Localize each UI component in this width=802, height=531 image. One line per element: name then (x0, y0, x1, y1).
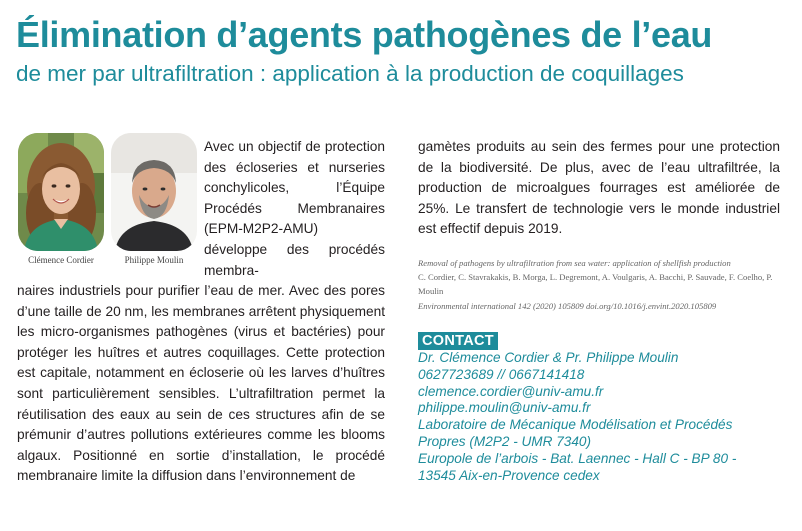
contact-block (418, 350, 788, 484)
contact-names: Dr. Clémence Cordier & Pr. Philippe Moulin (418, 350, 679, 365)
author-photo-cordier (18, 133, 104, 251)
reference-authors: C. Cordier, C. Stavrakakis, B. Morga, L. Degremont, A. Voulgaris, A. Bacchi, P. Sauvade, F. Coelho, P. Moulin (418, 272, 773, 297)
reference-title: Removal of pathogens by ultrafiltration from sea water: application of shellfish production (418, 258, 731, 268)
contact-email-moulin[interactable]: philippe.moulin@univ-amu.fr (418, 400, 591, 416)
contact-email-cordier[interactable]: clemence.cordier@univ-amu.fr (418, 383, 604, 399)
body-paragraph-main: naires industriels pour purifier l’eau de mer. Avec des pores d’une taille de 20 nm, les membranes arrêtent physiquement les micro-organismes pathogènes (virus et bactéries) pour protéger les huîtres et autres coquillages. Cette protection est capitale, notamment en écloserie où les larves d’huîtres sont particulièrement sensibles. L’ultrafiltration permet la réutilisation des eaux au sein de ces structures afin de se prémunir d’autres pollutions extérieures comme les blooms algaux. Positionné en sortie d’installation, le procédé membranaire limite la diffusion dans l’environnement de (17, 283, 385, 484)
reference-journal: Environmental international 142 (2020) 105809 doi.org/10.1016/j.envint.2020.105809 (418, 300, 717, 311)
contact-phones: 0627723689 // 0667141418 (418, 366, 585, 382)
contact-lab-line-2: Propres (M2P2 - UMR 7340) (418, 433, 591, 449)
body-paragraph-intro: Avec un objectif de protection des écloseries et nurseries conchylicoles, l’Équipe Procédés Membranaires (EPM-M2P2-AMU) développe des procédés membra- (204, 139, 385, 278)
caption-moulin: Philippe Moulin (124, 255, 184, 265)
contact-label: CONTACT (418, 332, 498, 350)
author-photo-moulin (111, 133, 197, 251)
article-subtitle: de mer par ultrafiltration : application à la production de coquillages (16, 61, 684, 86)
contact-address-line-1: Europole de l’arbois - Bat. Laennec - Hall C - BP 80 - (418, 450, 737, 466)
contact-lab-line-1: Laboratoire de Mécanique Modélisation et Procédés (418, 417, 733, 433)
contact-address-line-2: 13545 Aix-en-Provence cedex (418, 467, 600, 483)
reference-block (418, 256, 788, 313)
caption-cordier: Clémence Cordier (28, 255, 94, 265)
body-paragraph-continued: gamètes produits au sein des fermes pour une protection de la biodiversité. De plus, avec de l’eau ultrafiltrée, la production de microalgues fourrages est améliorée de 25%. Le transfert de technologie vers le monde industriel est effectif depuis 2019. (418, 139, 780, 237)
article-title: Élimination d’agents pathogènes de l’eau (16, 14, 713, 55)
